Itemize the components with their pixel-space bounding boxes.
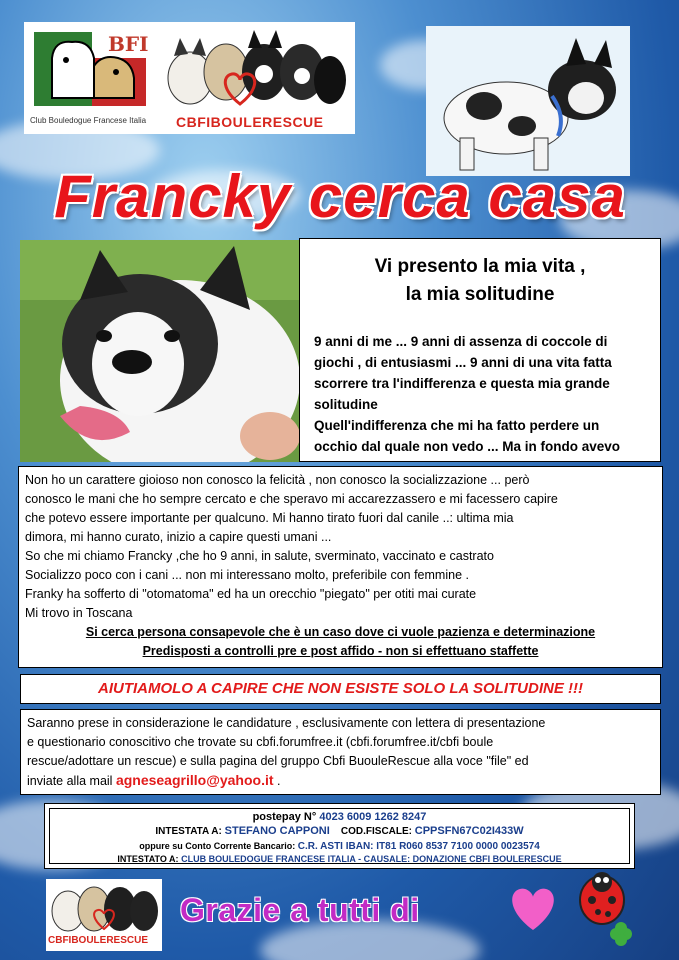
intro-line: scorrere tra l'indifferenza e questa mia grande (314, 376, 610, 391)
tax-code-label: COD.FISCALE: (340, 826, 412, 837)
intro-line: 9 anni di me ... 9 anni di assenza di coccole di (314, 334, 608, 349)
appeal-banner (20, 674, 661, 704)
clover-icon (610, 922, 632, 946)
club-caption: Club Bouledogue Francese Italia (30, 116, 147, 125)
thanks-text: Grazie a tutti di (180, 892, 420, 928)
intro-title (300, 253, 660, 309)
heart-icon (220, 70, 260, 106)
intro-body (314, 331, 654, 457)
intro-line: giochi , di entusiasmi ... 9 anni di una vita fatta (314, 355, 612, 370)
bank-holder-value: CLUB BOULEDOGUE FRANCESE ITALIA - CAUSALE: DONAZIONE CBFI BOULERESCUE (181, 854, 562, 864)
holder-name: STEFANO CAPPONI (224, 825, 330, 837)
story-line: Mi trovo in Toscana (25, 606, 133, 620)
bank-value: C.R. ASTI IBAN: IT81 R060 8537 7100 0000 0023574 (297, 841, 540, 852)
ladybug-icon (572, 870, 636, 948)
intro-line: occhio dal quale non vedo ... Ma in fondo avevo (314, 439, 621, 454)
intro-line: solitudine (314, 397, 378, 412)
payment-panel (44, 803, 635, 869)
story-emphasis: Si cerca persona consapevole che è un caso dove ci vuole pazienza e determinazione (85, 625, 596, 639)
appeal-banner-text: AIUTIAMOLO A CAPIRE CHE NON ESISTE SOLO LA SOLITUDINE !!! (97, 680, 583, 697)
big-heart-icon (506, 884, 560, 932)
application-line-suffix: . (273, 774, 281, 788)
rescue-brand-label: CBFIBOULERESCUE (176, 114, 324, 130)
intro-line: Quell'indifferenza che mi ha fatto perdere un (314, 418, 600, 433)
application-panel (20, 709, 661, 795)
contact-email-link[interactable]: agneseagrillo@yahoo.it (115, 772, 274, 788)
dog-profile-photo (426, 26, 630, 176)
holder-line (50, 825, 629, 837)
bank-label: oppure su Conto Corrente Bancario: (139, 841, 296, 851)
page-headline: Francky cerca casa (54, 163, 626, 230)
postepay-label: postepay N° (252, 811, 317, 823)
payment-inner-frame (49, 808, 630, 864)
story-line: che potevo essere importante per qualcuno. Mi hanno tirato fuori dal canile ..: ultima mia (25, 511, 514, 525)
story-line: Non ho un carattere gioioso non conosco la felicità , non conosco la socializzazione ... però (25, 473, 530, 487)
postepay-line (50, 811, 629, 823)
footer-logo (46, 879, 162, 951)
bank-line (50, 841, 629, 852)
story-line: dimora, mi hanno curato, inizio a capire questi umani ... (25, 530, 332, 544)
application-line: rescue/adottare un rescue) e sulla pagina del gruppo Cbfi BuouleRescue alla voce "file" ed (27, 754, 529, 768)
intro-panel (299, 238, 661, 462)
application-line-prefix: inviate alla mail (27, 774, 116, 788)
intro-title-line-2: la mia solitudine (405, 284, 555, 305)
story-line: Franky ha sofferto di "otomatoma" ed ha un orecchio "piegato" per otiti mai curate (25, 587, 477, 601)
club-logo-panel (24, 22, 355, 134)
footer-brand: CBFIBOULERESCUE (48, 935, 149, 946)
story-line: conosco le mani che ho sempre cercato e che speravo mi accarezzassero e mi facessero capire (25, 492, 558, 506)
dog-closeup-photo (20, 240, 299, 462)
application-line: Saranno prese in considerazione le candidature , esclusivamente con lettera di presentazione (27, 716, 546, 730)
tax-code-value: CPPSFN67C02I433W (414, 825, 524, 837)
bfi-logo-text: BFI (108, 32, 149, 56)
story-emphasis: Predisposti a controlli pre e post affido - non si effettuano staffette (142, 644, 539, 658)
footer-dogs-image (46, 879, 162, 935)
application-line: e questionario conoscitivo che trovate su cbfi.forumfree.it (cbfi.forumfree.it/cbfi boule (27, 735, 494, 749)
bank-holder-line (50, 854, 629, 864)
story-line: Socializzo poco con i cani ... non mi interessano molto, preferibile con femmine . (25, 568, 469, 582)
story-panel (18, 466, 663, 668)
holder-label: INTESTATA A: (155, 826, 222, 837)
postepay-number: 4023 6009 1262 8247 (319, 811, 427, 823)
intro-title-line-1: Vi presento la mia vita , (374, 256, 586, 277)
application-line (27, 771, 654, 791)
story-line: So che mi chiamo Francky ,che ho 9 anni, in salute, sverminato, vaccinato e castrato (25, 549, 494, 563)
bank-holder-label: INTESTATO A: (117, 854, 179, 864)
